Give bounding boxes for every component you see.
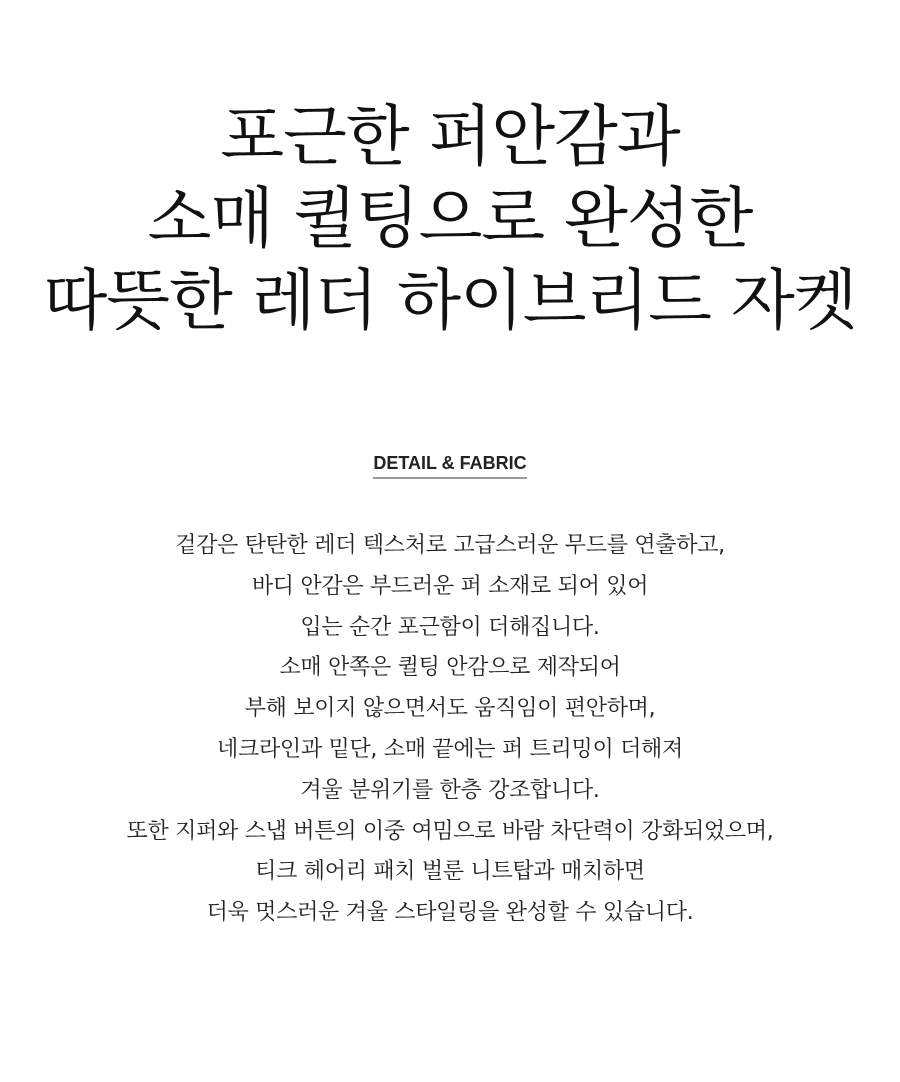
description-line-10: 더욱 멋스러운 겨울 스타일링을 완성할 수 있습니다.: [206, 900, 694, 926]
description-line-4: 소매 안쪽은 퀼팅 안감으로 제작되어: [279, 655, 621, 681]
description-line-2: 바디 안감은 부드러운 퍼 소재로 되어 있어: [251, 573, 649, 599]
description-line-5: 부해 보이지 않으면서도 움직임이 편안하며,: [244, 696, 656, 722]
headline-line-1: 포근한 퍼안감과: [220, 98, 680, 175]
section-label: DETAIL & FABRIC: [373, 452, 526, 479]
headline: [0, 96, 900, 342]
description-line-7: 겨울 분위기를 한층 강조합니다.: [300, 777, 600, 803]
description-line-3: 입는 순간 포근함이 더해집니다.: [300, 614, 600, 640]
headline-line-2: 소매 퀼팅으로 완성한: [147, 180, 753, 257]
description-text: [0, 526, 900, 934]
section-label-container: [0, 452, 900, 479]
description-line-6: 네크라인과 밑단, 소매 끝에는 퍼 트리밍이 더해져: [217, 736, 683, 762]
description-line-1: 겉감은 탄탄한 레더 텍스처로 고급스러운 무드를 연출하고,: [175, 533, 725, 558]
description-line-8: 또한 지퍼와 스냅 버튼의 이중 여밈으로 바람 차단력이 강화되었으며,: [126, 818, 774, 844]
description-line-9: 티크 헤어리 패치 벌룬 니트탑과 매치하면: [255, 859, 645, 885]
headline-line-3: 따뜻한 레더 하이브리드 자켓: [43, 262, 857, 339]
